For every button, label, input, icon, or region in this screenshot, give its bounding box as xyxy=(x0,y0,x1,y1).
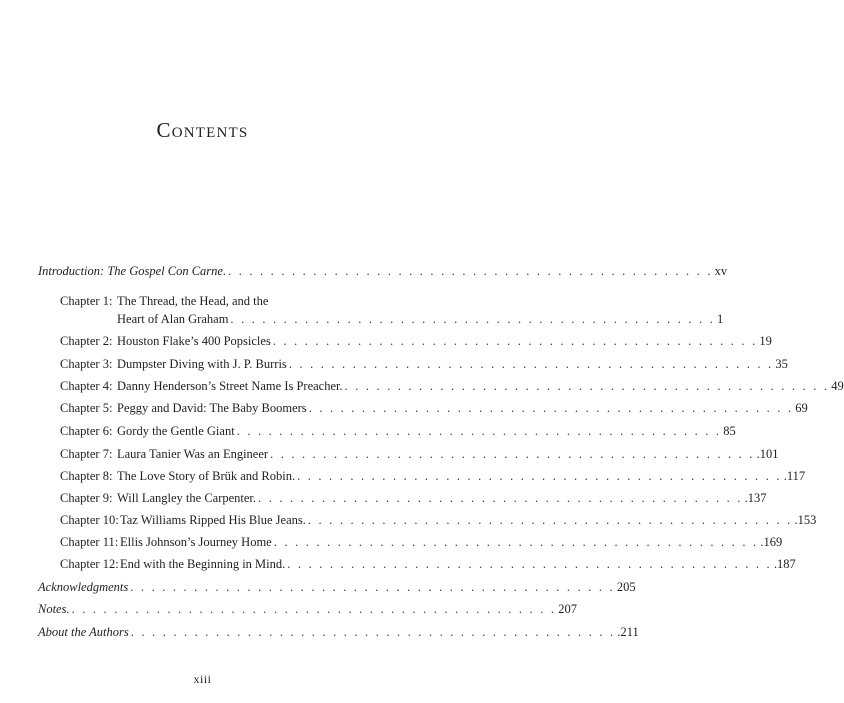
chapter-label: Chapter 4: xyxy=(60,379,113,393)
page-reference: .117 xyxy=(783,469,806,483)
page-reference: 69 xyxy=(795,401,808,415)
toc-entry-back-matter xyxy=(38,600,577,618)
dot-leader: . . . . . . . . . . . . . . . . . . . . . . . . . . . . . . . . . . . . . . . . . . . . . . xyxy=(258,491,743,505)
entry-title: The Thread, the Head, and the xyxy=(117,294,269,308)
entry-title: Danny Henderson’s Street Name Is Preacher. xyxy=(117,379,343,393)
toc-entry-chapter-6 xyxy=(60,422,736,440)
chapter-label: Chapter 3: xyxy=(60,357,113,371)
toc-entry-chapter-7 xyxy=(60,445,779,463)
entry-title: About the Authors xyxy=(38,625,129,639)
chapter-label: Chapter 7: xyxy=(60,447,113,461)
entry-title: Laura Tanier Was an Engineer xyxy=(117,447,269,461)
page-reference: 35 xyxy=(775,357,788,371)
entry-title: Houston Flake’s 400 Popsicles xyxy=(117,334,271,348)
dot-leader: . . . . . . . . . . . . . . . . . . . . . . . . . . . . . . . . . . . . . . . . . . . . . . xyxy=(130,580,615,594)
dot-leader: . . . . . . . . . . . . . . . . . . . . . . . . . . . . . . . . . . . . . . . . . . . . . . xyxy=(344,379,830,393)
toc-entry-chapter-12 xyxy=(60,555,796,573)
entry-title: End with the Beginning in Mind. xyxy=(120,557,286,571)
dot-leader: . . . . . . . . . . . . . . . . . . . . . . . . . . . . . . . . . . . . . . . . . . . . . . xyxy=(71,602,557,616)
toc-entry-chapter-1 xyxy=(60,292,367,310)
toc-entry-chapter-5 xyxy=(60,399,808,417)
dot-leader: . . . . . . . . . . . . . . . . . . . . . . . . . . . . . . . . . . . . . . . . . . . . . . xyxy=(273,535,759,549)
chapter-label: Chapter 1: xyxy=(60,294,113,308)
entry-title: Taz Williams Ripped His Blue Jeans. xyxy=(120,513,306,527)
page-reference: .187 xyxy=(773,557,796,571)
dot-leader: . . . . . . . . . . . . . . . . . . . . . . . . . . . . . . . . . . . . . . . . . . . . . . xyxy=(308,401,794,415)
dot-leader: . . . . . . . . . . . . . . . . . . . . . . . . . . . . . . . . . . . . . . . . . . . . . . xyxy=(228,264,713,278)
dot-leader: . . . . . . . . . . . . . . . . . . . . . . . . . . . . . . . . . . . . . . . . . . . . . . xyxy=(236,424,722,438)
page-reference: .101 xyxy=(756,447,779,461)
toc-entry-chapter-1-continued xyxy=(60,310,724,328)
chapter-label: Chapter 9: xyxy=(60,491,113,505)
page-reference: 85 xyxy=(723,424,736,438)
page-reference: 207 xyxy=(558,602,577,616)
chapter-label: Chapter 6: xyxy=(60,424,113,438)
entry-title: Heart of Alan Graham xyxy=(117,312,229,326)
toc-entry-back-matter xyxy=(38,578,636,596)
chapter-label: Chapter 2: xyxy=(60,334,113,348)
entry-title: Gordy the Gentle Giant xyxy=(117,424,235,438)
chapter-label: Chapter 8: xyxy=(60,469,113,483)
page-title: Contents xyxy=(156,118,249,142)
entry-title: Ellis Johnson’s Journey Home xyxy=(120,535,272,549)
dot-leader: . . . . . . . . . . . . . . . . . . . . . . . . . . . . . . . . . . . . . . . . . . . . . . xyxy=(272,334,758,348)
toc-entry-chapter-10 xyxy=(60,511,817,529)
dot-leader: . . . . . . . . . . . . . . . . . . . . . . . . . . . . . . . . . . . . . . . . . . . . . . xyxy=(230,312,715,326)
dot-leader: . . . . . . . . . . . . . . . . . . . . . . . . . . . . . . . . . . . . . . . . . . . . . . xyxy=(307,513,793,527)
chapter-label: Chapter 12: xyxy=(60,557,119,571)
entry-title: Acknowledgments xyxy=(38,580,129,594)
entry-title: Dumpster Diving with J. P. Burris xyxy=(117,357,287,371)
page-reference: .211 xyxy=(617,625,639,639)
entry-title: Introduction: The Gospel Con Carne. xyxy=(38,264,227,278)
page-reference: 19 xyxy=(759,334,772,348)
toc-entry-chapter-11 xyxy=(60,533,783,551)
dot-leader: . . . . . . . . . . . . . . . . . . . . . . . . . . . . . . . . . . . . . . . . . . . . . . xyxy=(288,357,774,371)
entry-title: Will Langley the Carpenter. xyxy=(117,491,257,505)
toc-entry-chapter-4 xyxy=(60,377,844,395)
page-number: xiii xyxy=(193,672,212,686)
page-reference: .137 xyxy=(744,491,767,505)
page-reference: .169 xyxy=(760,535,783,549)
page-reference: .153 xyxy=(794,513,817,527)
entry-title: Peggy and David: The Baby Boomers xyxy=(117,401,307,415)
chapter-label: Chapter 5: xyxy=(60,401,113,415)
dot-leader: . . . . . . . . . . . . . . . . . . . . . . . . . . . . . . . . . . . . . . . . . . . . . . xyxy=(270,447,755,461)
toc-entry-chapter-9 xyxy=(60,489,767,507)
page-reference: xv xyxy=(714,264,728,278)
dot-leader: . . . . . . . . . . . . . . . . . . . . . . . . . . . . . . . . . . . . . . . . . . . . . . xyxy=(130,625,616,639)
page-reference: 1 xyxy=(717,312,724,326)
dot-leader: . . . . . . . . . . . . . . . . . . . . . . . . . . . . . . . . . . . . . . . . . . . . . . xyxy=(297,469,782,483)
toc-entry-introduction xyxy=(38,262,728,280)
chapter-label: Chapter 11: xyxy=(60,535,119,549)
entry-title: The Love Story of Brük and Robin. xyxy=(117,469,296,483)
entry-title: Notes. xyxy=(38,602,70,616)
toc-entry-back-matter xyxy=(38,623,639,641)
chapter-label: Chapter 10: xyxy=(60,513,119,527)
toc-entry-chapter-3 xyxy=(60,355,788,373)
toc-entry-chapter-8 xyxy=(60,467,806,485)
toc-entry-chapter-2 xyxy=(60,332,772,350)
dot-leader: . . . . . . . . . . . . . . . . . . . . . . . . . . . . . . . . . . . . . . . . . . . . . . xyxy=(287,557,772,571)
page-reference: 49 xyxy=(831,379,844,393)
page-reference: 205 xyxy=(616,580,636,594)
